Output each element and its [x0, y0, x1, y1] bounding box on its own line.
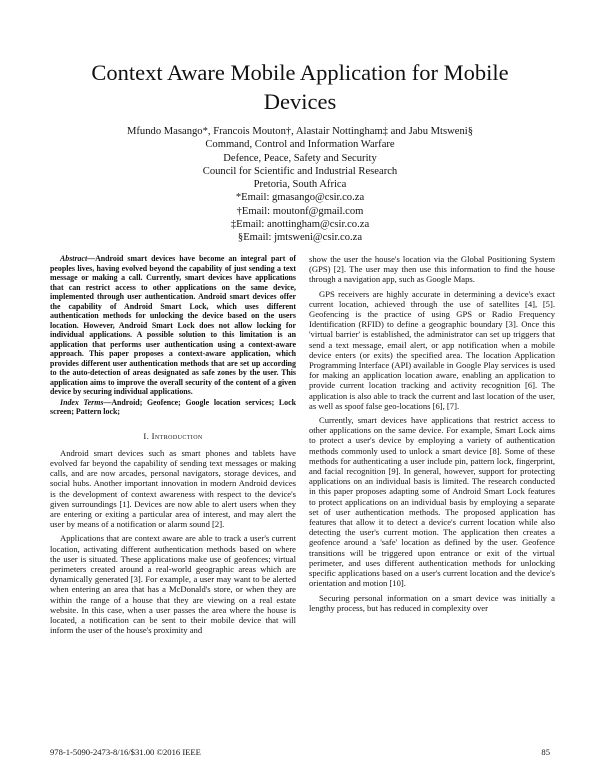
body-paragraph: show the user the house's location via the Global Positioning System (GPS) [2]. The user may then use this information to find the house through a navigation app, such as Google Maps.: [309, 254, 555, 285]
author-email: *Email: gmasango@csir.co.za: [235, 192, 365, 204]
paper-title: [0, 58, 600, 116]
author-names: Mfundo Masango*, Francois Mouton†, Alastair Nottingham‡ and Jabu Mtsweni§: [126, 126, 474, 137]
left-column: [50, 254, 296, 639]
author-email: ‡Email: anottingham@csir.co.za: [230, 219, 370, 231]
affiliation-line: Council for Scientific and Industrial Research: [202, 165, 398, 177]
body-paragraph: GPS receivers are highly accurate in determining a device's exact current location, achieved through the use of satellites [4], [5]. Geofencing is the practice of using GPS or Radio Frequency Identification (RFID) to define a geographic boundary [3]. Once this 'virtual barrier' is established, the administrator can set up triggers that send a text message, email alert, or app notification when a mobile device enters (or exits) the specified area. The location Application Programming Interface (API) available in Google Play services is used for making an application location aware, enabling an application to provide current location tracking and activity recognition [6]. The application is also able to track the current and last location of the user, as well as spoof false geo-locations [6], [7].: [309, 288, 555, 411]
author-email: †Email: moutonf@gmail.com: [236, 205, 364, 217]
index-terms-text: —Android; Geofence; Google location services; Lock screen; Pattern lock;: [50, 397, 296, 416]
body-paragraph: Currently, smart devices have applications that restrict access to other applications on the same device. For example, Smart Lock aims to protect a user's device by employing a variety of authentication methods commonly used to unlock a smart device [8]. Some of these methods for authenticating a user include pin, pattern lock, fingerprint, and facial recognition [9]. In general, however, support for protecting applications on an individual basis is limited. The research conducted in this paper proposes adapting some of Android Smart Lock features to protect applications on an individual basis by employing a separate set of user authentication methods. The proposed application has features that allow it to detect a device's current location while also detecting the user's current motion. The application then creates a geofence around a 'safe' location as defined by the user. Geofence transitions will be triggered upon entrance or exit of the virtual perimeter, and uses different authentication methods for unlocking specific applications based on a user's current location and the device's orientation and motion [10].: [309, 415, 555, 589]
index-terms-lead: Index Terms: [60, 397, 104, 407]
abstract-lead: Abstract: [60, 254, 88, 263]
title-line-2: Devices: [263, 89, 337, 114]
footer-isbn: 978-1-5090-2473-8/16/$31.00 ©2016 IEEE: [50, 747, 201, 757]
right-column: [309, 254, 555, 617]
title-line-1: Context Aware Mobile Application for Mobile: [91, 60, 509, 85]
body-paragraph: Android smart devices such as smart phones and tablets have evolved far beyond the capability of sending text messages or making calls, and are now arcades, personal navigators, storage devices, and social hubs. Another important innovation in modern Android devices is the development of context awareness with respect to the device's given surroundings [1]. Devices are now able to alert users when they are entering or exiting a particular area of interest, and may alert the user by means of a notification or alarm sound [2].: [50, 447, 296, 530]
author-block: [0, 125, 600, 245]
affiliation-line: Command, Control and Information Warfare: [205, 139, 395, 151]
section-heading: I. Introduction: [143, 430, 203, 441]
affiliation-line: Defence, Peace, Safety and Security: [223, 152, 377, 164]
author-email: §Email: jmtsweni@csir.co.za: [237, 232, 363, 244]
body-paragraph: Applications that are context aware are able to track a user's current location, activating different authentication methods based on where the user is situated. These applications make use of geofences; virtual perimeters created around a real-world geographic areas which are dynamically generated [3]. For example, a user may want to be alerted when entering an area that has a McDonald's store, or when they are within the range of a house that they are viewing on a real estate website. In this case, when a user passes the area where the house is located, a notification can be sent to their mobile device that will inform the user of the house's proximity and: [50, 533, 296, 636]
page-number: 85: [541, 747, 550, 757]
abstract-text: —Android smart devices have become an integral part of peoples lives, having evolved beyond the capability of just sending a text message or making a call. Currently, smart devices have applications that can restrict access to other applications on the same device, implemented through user authentication. Android smart devices offer the capability of Android Smart Lock, which uses different authentication methods for unlocking the device based on the users location. However, Android Smart Lock does not allow locking for individual applications. A possible solution to this limitation is an application that performs user authentication using a context-aware approach. This paper proposes a context-aware application, which provides different user authentication methods that are set up according to the auto-detection of areas designated as safe zones by the user. This application aims to improve the overall security of the content of a given device by securing individual applications.: [50, 254, 296, 396]
abstract: [50, 254, 296, 397]
index-terms: [50, 398, 296, 417]
body-paragraph: Securing personal information on a smart device was initially a lengthy process, but has reduced in complexity over: [309, 592, 555, 613]
affiliation-line: Pretoria, South Africa: [253, 179, 347, 191]
